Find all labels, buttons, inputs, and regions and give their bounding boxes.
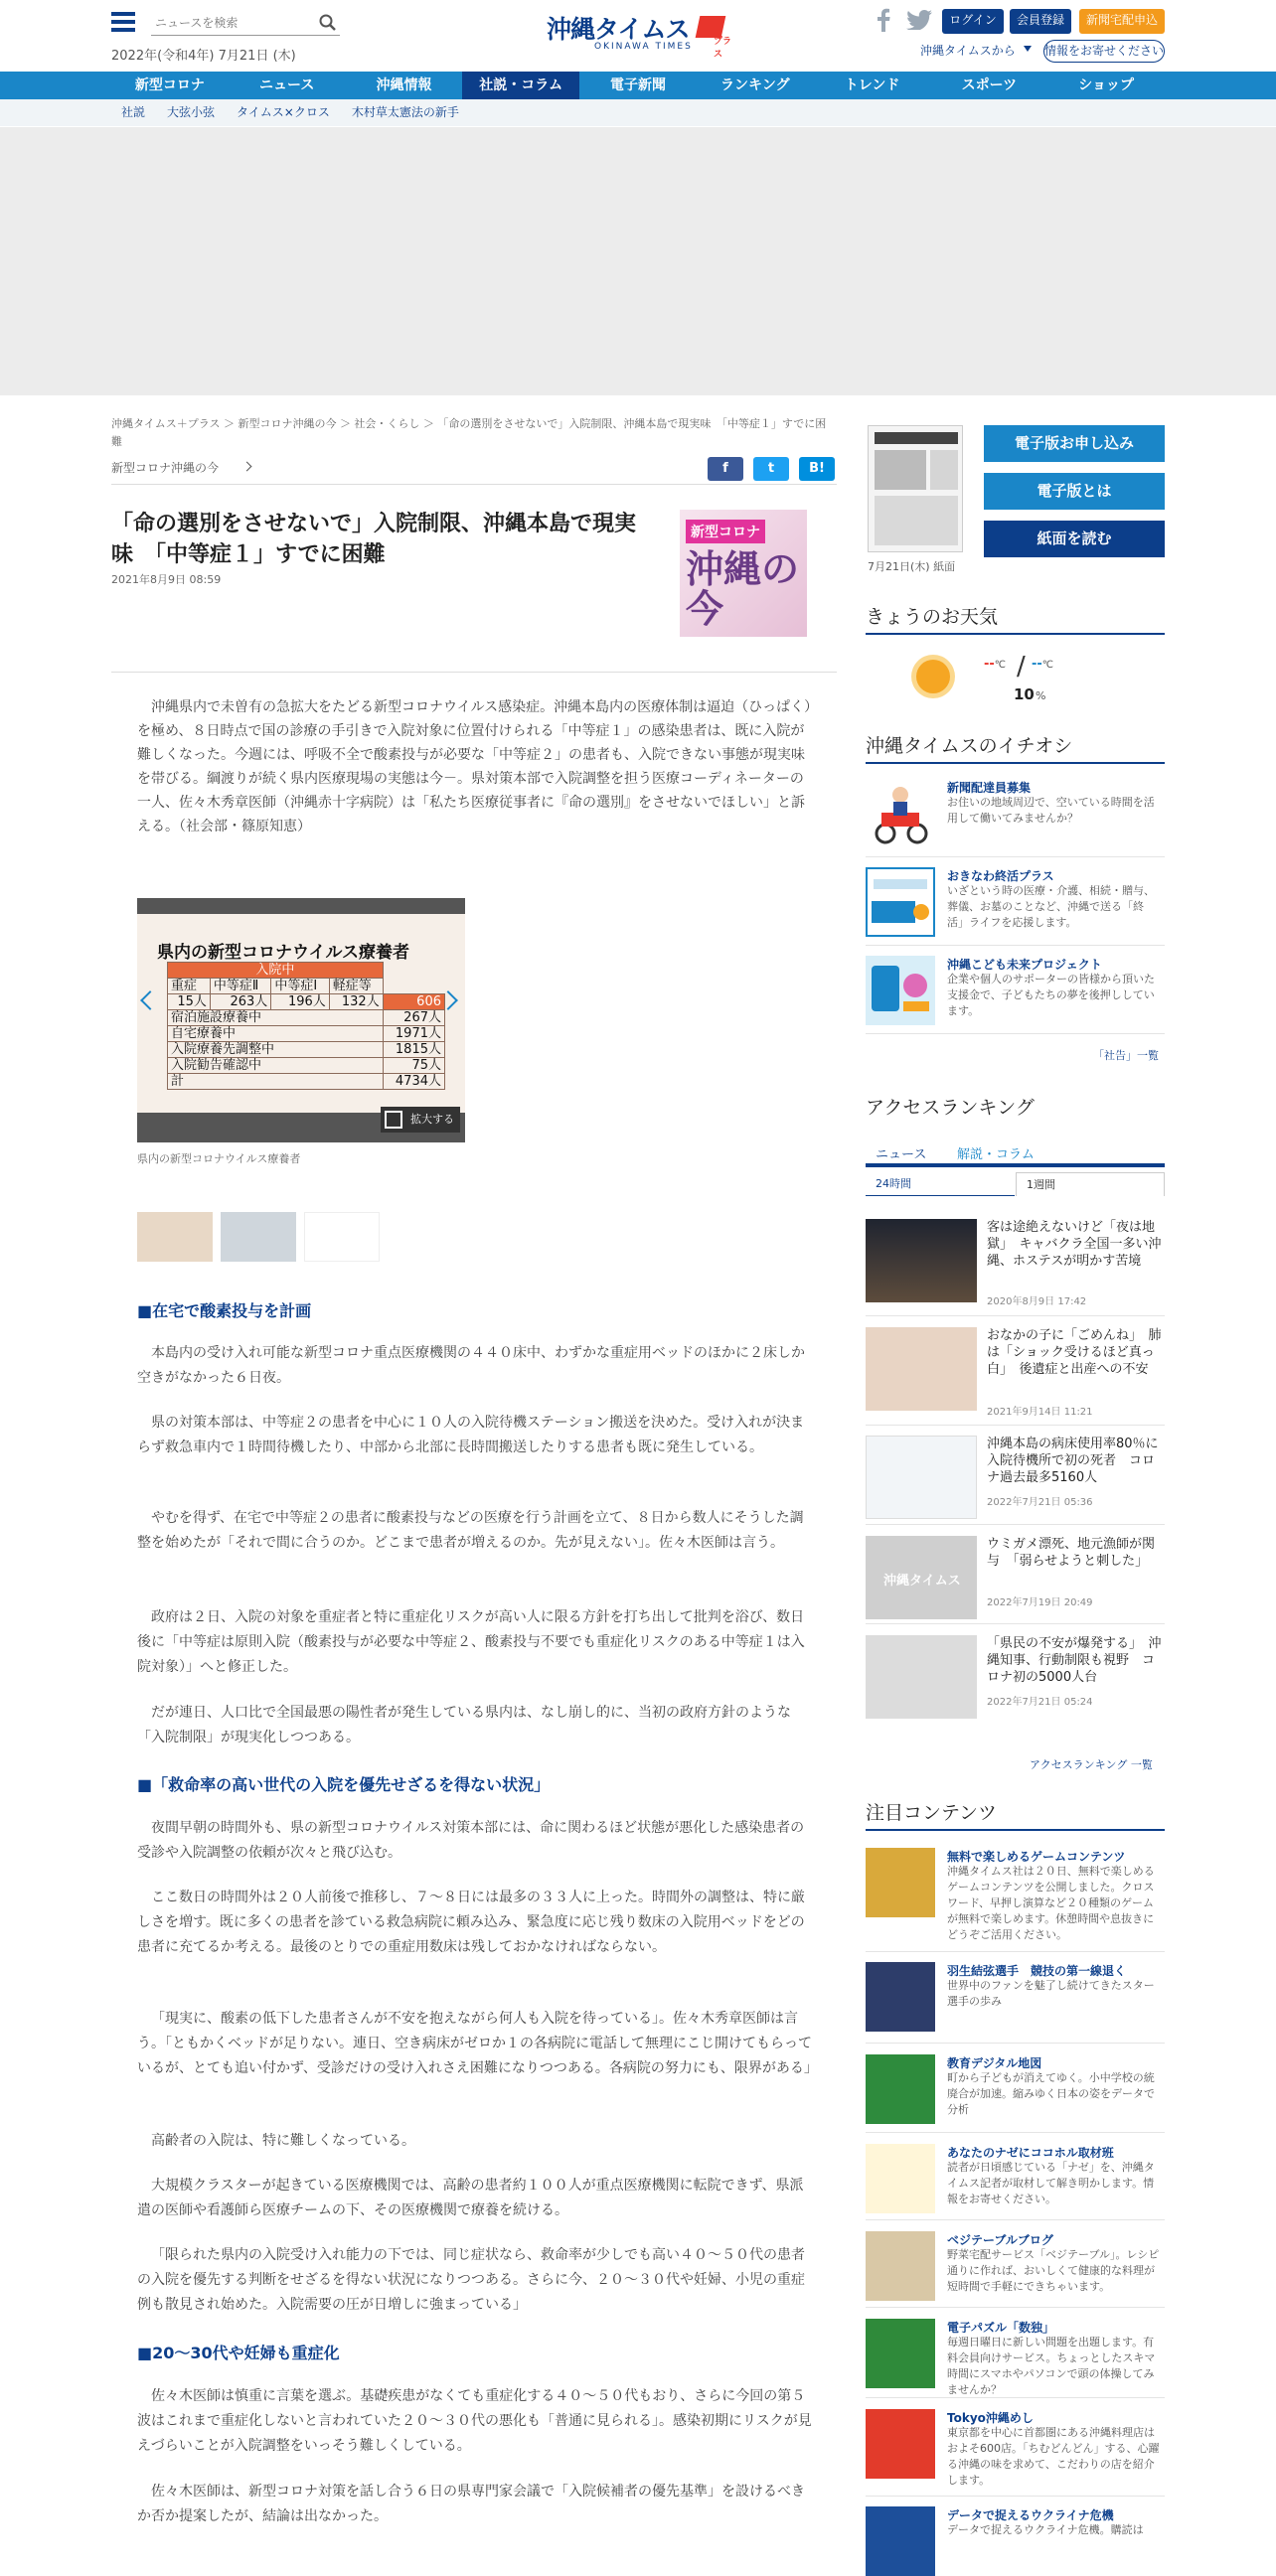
section-heading: ■在宅で酸素投与を計画 [137, 1301, 312, 1320]
featured-heading: 注目コンテンツ [866, 1798, 1165, 1831]
ranking-date: 2021年9月14日 11:21 [987, 1407, 1093, 1418]
article-title: 「命の選別をさせないで」入院制限、沖縄本島で現実味 「中等症１」すでに困難 [111, 512, 637, 567]
article-lead: 沖縄県内で未曽有の急拡大をたどる新型コロナウイルス感染症。沖縄本島内の医療体制は逼迫（ひっぱく）を極め、８日時点で国の診療の手引きで入院対象に位置付けられる「中等症１」の感染患者は、既に入院が難しくなった。今週には、呼吸不全で酸素投与が必要な「中等症２」の患者も、入院できない事態が現実味を帯びる。綱渡りが続く県内医療現場の実態は今－。県対策本部で入院調整を担う医療コーディネーターの一人、佐々木秀章医師（沖縄赤十字病院）は「私たち医療従事者に『命の選別』をさせないでほしい」と訴える。（社会部・篠原知恵） [137, 699, 812, 834]
ranking-item[interactable] [866, 1436, 1172, 1523]
figure-thumbnail[interactable] [304, 1212, 380, 1262]
pick-desc: お住いの地域周辺で、空いている時間を活用して働いてみませんか？ [947, 796, 1155, 825]
ranking-date: 2022年7月21日 05:24 [987, 1697, 1093, 1708]
precipitation: 10 [1014, 685, 1035, 703]
figure-val: 132人 [329, 994, 383, 1010]
featured-image [866, 2506, 935, 2576]
figure-val: 15人 [168, 994, 211, 1010]
article-paragraph: 高齢者の入院は、特に難しくなっている。 [151, 2133, 415, 2149]
facebook-icon[interactable] [875, 8, 892, 32]
featured-image [866, 2319, 935, 2388]
figure-row-label: 宿泊施設療養中 [168, 1010, 384, 1026]
newspaper-thumbnail[interactable] [868, 425, 963, 552]
subnav-item-times-cross[interactable]: タイムス×クロス [237, 105, 330, 119]
nav-item-ranking[interactable]: ランキング [720, 77, 790, 93]
precipitation-unit: % [1036, 689, 1046, 702]
announcements-list-link[interactable]: 「社告」一覧 [1093, 1049, 1159, 1062]
subnav-item-editorial[interactable]: 社説 [121, 105, 146, 119]
figure-row-label: 入院療養先調整中 [168, 1042, 384, 1058]
site-header [0, 0, 1276, 70]
featured-title: 教育デジタル地図 [947, 2056, 1042, 2070]
share-hatena-button[interactable]: B! [799, 457, 835, 481]
figure-row-value: 1971人 [383, 1026, 444, 1042]
ranking-date: 2022年7月21日 05:36 [987, 1497, 1093, 1508]
nav-item-shop[interactable]: ショップ [1078, 77, 1134, 93]
ranking-list-link[interactable]: アクセスランキング 一覧 [1030, 1758, 1153, 1771]
logo-en: OKINAWA TIMES [594, 42, 693, 52]
divider [111, 484, 837, 485]
pick-title: 沖縄こども未来プロジェクト [947, 958, 1102, 972]
featured-image [866, 2231, 935, 2301]
ranking-image-label: 沖縄タイムス [883, 1574, 961, 1589]
article-paragraph: ここ数日の時間外は２０人前後で推移し、７～８日には最多の３３人に上った。時間外の調整は、特に厳しさを増す。既に多くの患者を診ている救急病院に頼み込み、緊急度に応じ残り数床の入院用ベッドをどの患者に充てるか考える。最後のとりでの重症用数床は残しておかなければならない。 [137, 1890, 805, 1955]
figure-caption: 県内の新型コロナウイルス療養者 [137, 1152, 301, 1165]
current-date: 2022年(令和4年) 7月21日 (木) [111, 49, 296, 64]
pick-title: 新聞配達員募集 [947, 781, 1032, 795]
sub-nav [0, 99, 1276, 126]
figure-title: 県内の新型コロナウイルス療養者 [157, 943, 409, 963]
section-heading: ■「救命率の高い世代の入院を優先せざるを得ない状況」 [137, 1775, 551, 1794]
figure-band: 入院中 [168, 963, 384, 979]
nav-item-trend[interactable]: トレンド [844, 77, 900, 93]
figure-col: 軽症等 [329, 979, 383, 994]
search-input[interactable] [155, 13, 304, 33]
figure-col: 中等症Ⅰ [271, 979, 329, 994]
ranking-image [866, 1635, 977, 1719]
about-e-paper-button[interactable]: 電子版とは [984, 473, 1165, 510]
featured-image [866, 2409, 935, 2479]
featured-title: 電子パズル「数独」 [947, 2321, 1055, 2335]
section-heading: ■20～30代や妊婦も重症化 [137, 2344, 340, 2362]
picks-heading: 沖縄タイムスのイチオシ [866, 731, 1165, 764]
article-paragraph: 佐々木医師は慎重に言葉を選ぶ。基礎疾患がなくても重症化する４０～５０代もおり、さらに今回の第５波はこれまで重症化しないと言われていた２０～３０代の悪化も「普通に見られる」。感染初期にリスクが見えづらいことが入院調整をいっそう難しくしている。 [137, 2388, 812, 2454]
figure-row-label: 計 [168, 1074, 384, 1090]
figure-row-value: 75人 [383, 1058, 444, 1074]
figure-image [137, 914, 465, 1113]
featured-desc: 沖縄タイムス社は２０日、無料で楽しめるゲームコンテンツを公開しました。クロスワード、早押し演算など２０種類のゲームが無料で楽しめます。休憩時間や息抜きにどうぞご活用ください。 [947, 1865, 1155, 1941]
subscribe-e-paper-button[interactable]: 電子版お申し込み [984, 425, 1165, 462]
series-banner[interactable] [680, 510, 807, 637]
period-24h[interactable]: 24時間 [866, 1172, 1015, 1196]
divider [111, 672, 837, 673]
featured-title: 無料で楽しめるゲームコンテンツ [947, 1850, 1126, 1864]
featured-desc: 毎週日曜日に新しい問題を出題します。有料会員向けサービス。ちょっとしたスキマ時間にスマホやパソコンで頭の体操してみませんか？ [947, 2336, 1156, 2396]
delivery-signup-button[interactable]: 新聞宅配申込 [1079, 9, 1165, 34]
nav-item-okinawa-info[interactable]: 沖縄情報 [376, 77, 432, 93]
weather-heading: きょうのお天気 [866, 602, 1165, 635]
figure-row-label: 入院勧告確認中 [168, 1058, 384, 1074]
expand-icon [385, 1111, 402, 1129]
ranking-image [866, 1436, 977, 1519]
article-figure[interactable] [137, 898, 465, 1142]
figure-row-value: 1815人 [383, 1042, 444, 1058]
pick-item[interactable] [866, 867, 1165, 939]
twitter-icon[interactable] [906, 10, 932, 30]
figure-row-label: 自宅療養中 [168, 1026, 384, 1042]
article-paragraph: 「現実に、酸素の低下した患者さんが不安を抱えながら何人も入院を待っている」。佐々木秀章医師は言う。「ともかくベッドが足りない。連日、空き病床がゼロか１の各病院に電話して無理にこじ開けてもらっているが、とても追い付かず、受診だけの受け入れさえ困難になりつつある。各病院の努力にも、限界がある」 [137, 2011, 818, 2076]
pick-title: おきなわ終活プラス [947, 869, 1054, 883]
ranking-image [866, 1327, 977, 1411]
featured-image [866, 2054, 935, 2124]
ranking-title: ウミガメ漂死、地元漁師が関与 「弱らせようと刺した」 [987, 1537, 1156, 1569]
ranking-item[interactable] [866, 1536, 1165, 1623]
ranking-title: 沖縄本島の病床使用率80％に 入院待機所で初の死者 コロナ過去最多5160人 [987, 1437, 1172, 1485]
featured-title: あなたのナゼにココホル取材班 [947, 2146, 1114, 2160]
article-paragraph: 「限られた県内の入院受け入れ能力の下では、同じ症状なら、救命率が少しでも高い４０～５０代の患者の入院を優先する判断をせざるを得ない状況になりつつある。さらに今、２０～３０代や妊婦、小児の重症例も散見され始めた。入院需要の圧が日増しに強まっている」 [137, 2247, 805, 2313]
share-facebook-button[interactable]: f [708, 457, 743, 481]
ranking-date: 2020年8月9日 17:42 [987, 1296, 1087, 1307]
ranking-item[interactable] [866, 1327, 1165, 1418]
featured-desc: 読者が日頃感じている「ナゼ」を、沖縄タイムス記者が取材して解き明かします。情報をお寄せください。 [947, 2161, 1155, 2205]
featured-desc: 町から子どもが消えてゆく。小中学校の統廃合が加速。縮みゆく日本の姿をデータで分析 [947, 2071, 1155, 2116]
article-paragraph: 佐々木医師は、新型コロナ対策を話し合う６日の県専門家会議で「入院候補者の優先基準」を設けるべきか否か提案したが、結論は出なかった。 [137, 2484, 805, 2524]
tab-news[interactable]: ニュース [876, 1147, 927, 1162]
featured-title: 羽生結弦選手 競技の第一線退く [947, 1964, 1127, 1978]
article-paragraph: 県の対策本部は、中等症２の患者を中心に１０人の入院待機ステーション搬送を決めた。受け入れが決まらず救急車内で１時間待機したり、中部から北部に長時間搬送したりする患者も既に発生している。 [137, 1415, 805, 1455]
figure-val: 196人 [271, 994, 329, 1010]
enlarge-label: 拡大する [410, 1113, 454, 1126]
subnav-item-kimura[interactable]: 木村草太憲法の新手 [351, 105, 459, 119]
nav-item-sports[interactable]: スポーツ [961, 77, 1018, 93]
article-paragraph: だが連日、人口比で全国最悪の陽性者が発生している県内は、なし崩し的に、当初の政府方針のような「入院制限」が現実化しつつある。 [137, 1705, 791, 1745]
pick-image [866, 779, 935, 848]
figure-thumbnail[interactable] [221, 1212, 296, 1262]
featured-desc: 世界中のファンを魅了し続けてきたスター選手の歩み [947, 1979, 1155, 2008]
figure-table [167, 962, 445, 1090]
ranking-image [866, 1219, 977, 1302]
ranking-item[interactable] [866, 1635, 1165, 1723]
nav-item-e-paper[interactable]: 電子新聞 [610, 77, 667, 93]
article-paragraph: 政府は２日、入院の対象を重症者と特に重症化リスクが高い人に限る方針を打ち出して批判を浴び、数日後に「中等症は原則入院（酸素投与が必要な中等症２、酸素投与不要でも重症化リスクのある中等症１は入院対象）」へと修正した。 [137, 1609, 805, 1675]
ranking-title: おなかの子に「ごめんね」 肺は「ショック受けるほど真っ白」 後遺症と出産への不安 [987, 1328, 1162, 1377]
article-paragraph: 本島内の受け入れ可能な新型コロナ重点医療機関の４４０床中、わずかな重症用ベッドのほかに２床しか空きがなかった６日夜。 [137, 1345, 805, 1386]
logo-plus-text: プラス [714, 37, 732, 60]
chevron-down-icon [1024, 46, 1032, 52]
category-link[interactable]: 新型コロナ沖縄の今 [111, 461, 220, 475]
figure-val: 263人 [210, 994, 270, 1010]
logo-text: 沖縄タイムス [547, 15, 690, 44]
figure-thumbnail[interactable] [137, 1212, 213, 1262]
site-logo[interactable] [547, 10, 735, 60]
figure-row-value: 267人 [383, 1010, 444, 1026]
ranking-title: 「県民の不安が爆発する」 沖縄知事、行動制限も視野 コロナ初の5000人台 [987, 1636, 1162, 1685]
global-nav [0, 72, 1276, 99]
newspaper-caption: 7月21日(木) 紙面 [868, 560, 956, 573]
featured-desc: データで捉えるウクライナ危機。購読は [947, 2523, 1144, 2536]
pick-desc: 企業や個人のサポーターの皆様から頂いた支援金で、子どもたちの夢を後押ししています。 [947, 973, 1155, 1017]
ranking-date: 2022年7月19日 20:49 [987, 1597, 1093, 1608]
period-week[interactable]: 1週間 [1016, 1172, 1165, 1196]
ranking-tabs [866, 1137, 1165, 1167]
ranking-heading: アクセスランキング [866, 1097, 1035, 1119]
pick-image [866, 956, 935, 1025]
nav-item-corona[interactable]: 新型コロナ [134, 77, 205, 93]
featured-image [866, 2144, 935, 2213]
temp-separator: / [1017, 652, 1026, 682]
send-info-button[interactable]: 情報をお寄せください [1043, 40, 1165, 63]
sun-icon [916, 660, 950, 693]
temp-min: --℃ [1032, 657, 1054, 672]
login-button[interactable]: ログイン [942, 9, 1004, 34]
subnav-item-daigen-shogen[interactable]: 大弦小弦 [167, 105, 216, 119]
figure-col: 中等症Ⅱ [210, 979, 270, 994]
search-icon[interactable] [318, 13, 338, 33]
register-button[interactable]: 会員登録 [1010, 9, 1071, 34]
article-paragraph: 大規模クラスターが起きている医療機関では、高齢の患者約１００人が重点医療機関に転院できず、県派遣の医師や看護師ら医療チームの下、その医療機関で療養を続ける。 [137, 2178, 804, 2218]
breadcrumb[interactable]: 沖縄タイムス＋プラス ＞ 新型コロナ沖縄の今 ＞ 社会・くらし ＞ 「命の選別をさせないで」入院制限、沖縄本島で現実味 「中等症１」すでに困難 [111, 417, 827, 448]
figure-row-value: 4734人 [383, 1074, 444, 1090]
featured-title: データで捉えるウクライナ危機 [947, 2508, 1114, 2522]
figure-col: 重症 [168, 979, 211, 994]
featured-desc: 東京都を中心に首都圏にある沖縄料理店はおよそ600店。「ちむどんどん」する、心躍る沖縄の味を求めて、こだわりの店を紹介します。 [947, 2426, 1160, 2487]
nav-item-news[interactable]: ニュース [259, 77, 315, 93]
article-paragraph: やむを得ず、在宅で中等症２の患者に酸素投与などの医療を行う計画を立て、８日から数人にそうした調整を始めたが「それで間に合うのか。どこまで患者が増えるのか。先が見えない」。佐々木医師は言う。 [137, 1510, 804, 1551]
pick-image [866, 867, 935, 937]
tab-column[interactable]: 解説・コラム [957, 1147, 1035, 1162]
pick-item[interactable] [866, 956, 1165, 1027]
featured-title: ベジテーブルブログ [947, 2233, 1053, 2247]
series-title: 沖縄の今 [686, 547, 800, 631]
enlarge-button[interactable] [381, 1107, 460, 1133]
series-tag: 新型コロナ [686, 520, 765, 543]
featured-desc: 野菜宅配サービス「ベジテーブル」。レシピ通りに作れば、おいしくて健康的な料理が短時間で手軽にできちゃいます。 [947, 2248, 1160, 2293]
article-date: 2021年8月9日 08:59 [111, 573, 222, 586]
featured-title: Tokyo沖縄めし [947, 2411, 1034, 2425]
temp-max: --℃ [984, 657, 1007, 672]
pick-desc: いざという時の医療・介護、相続・贈与、葬儀、お墓のことなど、沖縄で送る「終活」ライフを応援します。 [947, 884, 1155, 929]
share-twitter-button[interactable]: t [753, 457, 789, 481]
nav-item-editorial[interactable]: 社説・コラム [462, 72, 579, 99]
article-paragraph: 夜間早朝の時間外も、県の新型コロナウイルス対策本部には、命に関わるほど状態が悪化した感染患者の受診や入院調整の依頼が次々と飛び込む。 [137, 1820, 805, 1861]
featured-image [866, 1962, 935, 2032]
pick-item[interactable] [866, 779, 1165, 850]
featured-image [866, 1848, 935, 1917]
chevron-right-icon [242, 462, 252, 472]
ranking-image [866, 1536, 977, 1619]
ranking-title: 客は途絶えないけど「夜は地獄」 キャバクラ全国一多い沖縄、ホステスが明かす苦境 [987, 1220, 1162, 1269]
from-okinawa-times-link[interactable]: 沖縄タイムスから [920, 44, 1016, 58]
menu-icon[interactable] [111, 12, 135, 34]
ad-banner-area [0, 127, 1276, 395]
figure-total-hosp: 606 [383, 994, 444, 1010]
read-paper-button[interactable]: 紙面を読む [984, 521, 1165, 557]
search-box [151, 10, 340, 36]
ranking-period [866, 1172, 1165, 1196]
ranking-item[interactable] [866, 1219, 1165, 1306]
